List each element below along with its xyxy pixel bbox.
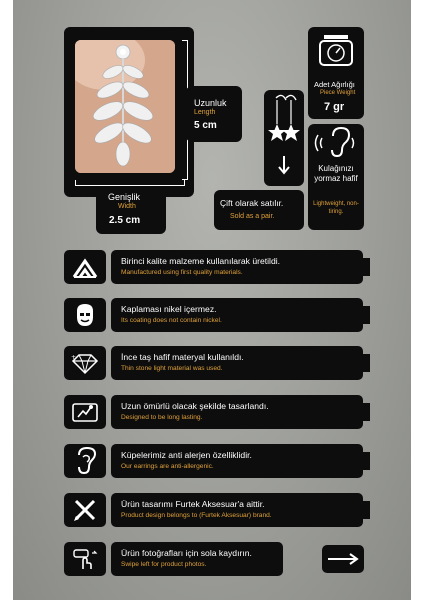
feature-subtitle: Its coating does not contain nickel. <box>121 317 222 324</box>
feature-title: Küpelerimiz anti alerjen özelliklidir. <box>121 450 252 460</box>
feature-subtitle: Product design belongs to (Furtek Aksesuar) brand. <box>121 512 272 519</box>
feature-text-design <box>111 493 363 527</box>
feature-text-durable <box>111 395 363 429</box>
width-label: Genişlik <box>108 192 141 202</box>
arrow-right-icon <box>326 552 360 566</box>
length-card <box>186 86 242 142</box>
feature-text-allergy <box>111 444 363 478</box>
width-card <box>96 186 166 234</box>
feature-tab <box>362 403 370 421</box>
feature-text-nickel <box>111 298 363 332</box>
feature-subtitle: Manufactured using first quality materials. <box>121 269 243 276</box>
feature-tab <box>362 258 370 276</box>
weight-label-en: Piece Weight <box>320 90 356 96</box>
feature-title: Birinci kalite malzeme kullanılarak üretildi. <box>121 256 281 266</box>
pair-card <box>214 190 304 230</box>
feature-tab <box>362 354 370 372</box>
feature-tab <box>362 306 370 324</box>
star-earrings-icon <box>264 90 304 186</box>
long-lasting-icon <box>64 395 106 429</box>
pair-label-en: Sold as a pair. <box>230 213 275 220</box>
feature-subtitle: Thin stone light material was used. <box>121 365 223 372</box>
feature-tab <box>362 452 370 470</box>
feature-title: Uzun ömürlü olacak şekilde tasarlandı. <box>121 401 269 411</box>
swipe-arrow-button[interactable] <box>322 545 364 573</box>
weight-value: 7 gr <box>324 101 345 113</box>
swipe-subtitle: Swipe left for product photos. <box>121 561 207 568</box>
comfort-label-en: Lightweight, non-tiring. <box>313 201 359 215</box>
feature-tab <box>362 501 370 519</box>
feature-text-quality <box>111 250 363 284</box>
feature-title: Kaplaması nikel içermez. <box>121 304 217 314</box>
feature-subtitle: Our earrings are anti-allergenic. <box>121 463 214 470</box>
swipe-title: Ürün fotoğrafları için sola kaydırın. <box>121 548 252 558</box>
diamond-icon <box>64 346 106 380</box>
feature-title: Ürün tasarımı Furtek Aksesuar'a aittir. <box>121 499 265 509</box>
feature-subtitle: Designed to be long lasting. <box>121 414 203 421</box>
ear-sound-icon <box>308 124 364 162</box>
feature-title: İnce taş hafif materyal kullanıldı. <box>121 352 244 362</box>
swipe-text-box <box>111 542 283 576</box>
length-label: Uzunluk <box>194 98 227 108</box>
comfort-label: Kulağınızı yormaz hafif <box>314 164 358 183</box>
weight-label: Adet Ağırlığı <box>314 80 355 89</box>
width-label-en: Width <box>118 203 136 210</box>
weight-card <box>308 27 364 119</box>
svg-text:+: + <box>71 354 77 361</box>
earring-photo[interactable] <box>75 40 175 173</box>
feature-text-stone <box>111 346 363 380</box>
length-value: 5 cm <box>194 120 217 131</box>
pair-icon-card <box>264 90 304 186</box>
swipe-hand-icon <box>64 542 106 576</box>
ear-icon <box>64 444 106 478</box>
nickel-free-icon <box>64 298 106 332</box>
width-value: 2.5 cm <box>109 215 141 226</box>
design-pen-icon <box>64 493 106 527</box>
quality-chevron-icon <box>64 250 106 284</box>
scale-icon <box>308 27 364 71</box>
pair-label: Çift olarak satılır. <box>220 198 284 208</box>
comfort-card <box>308 124 364 230</box>
length-label-en: Length <box>194 109 216 116</box>
